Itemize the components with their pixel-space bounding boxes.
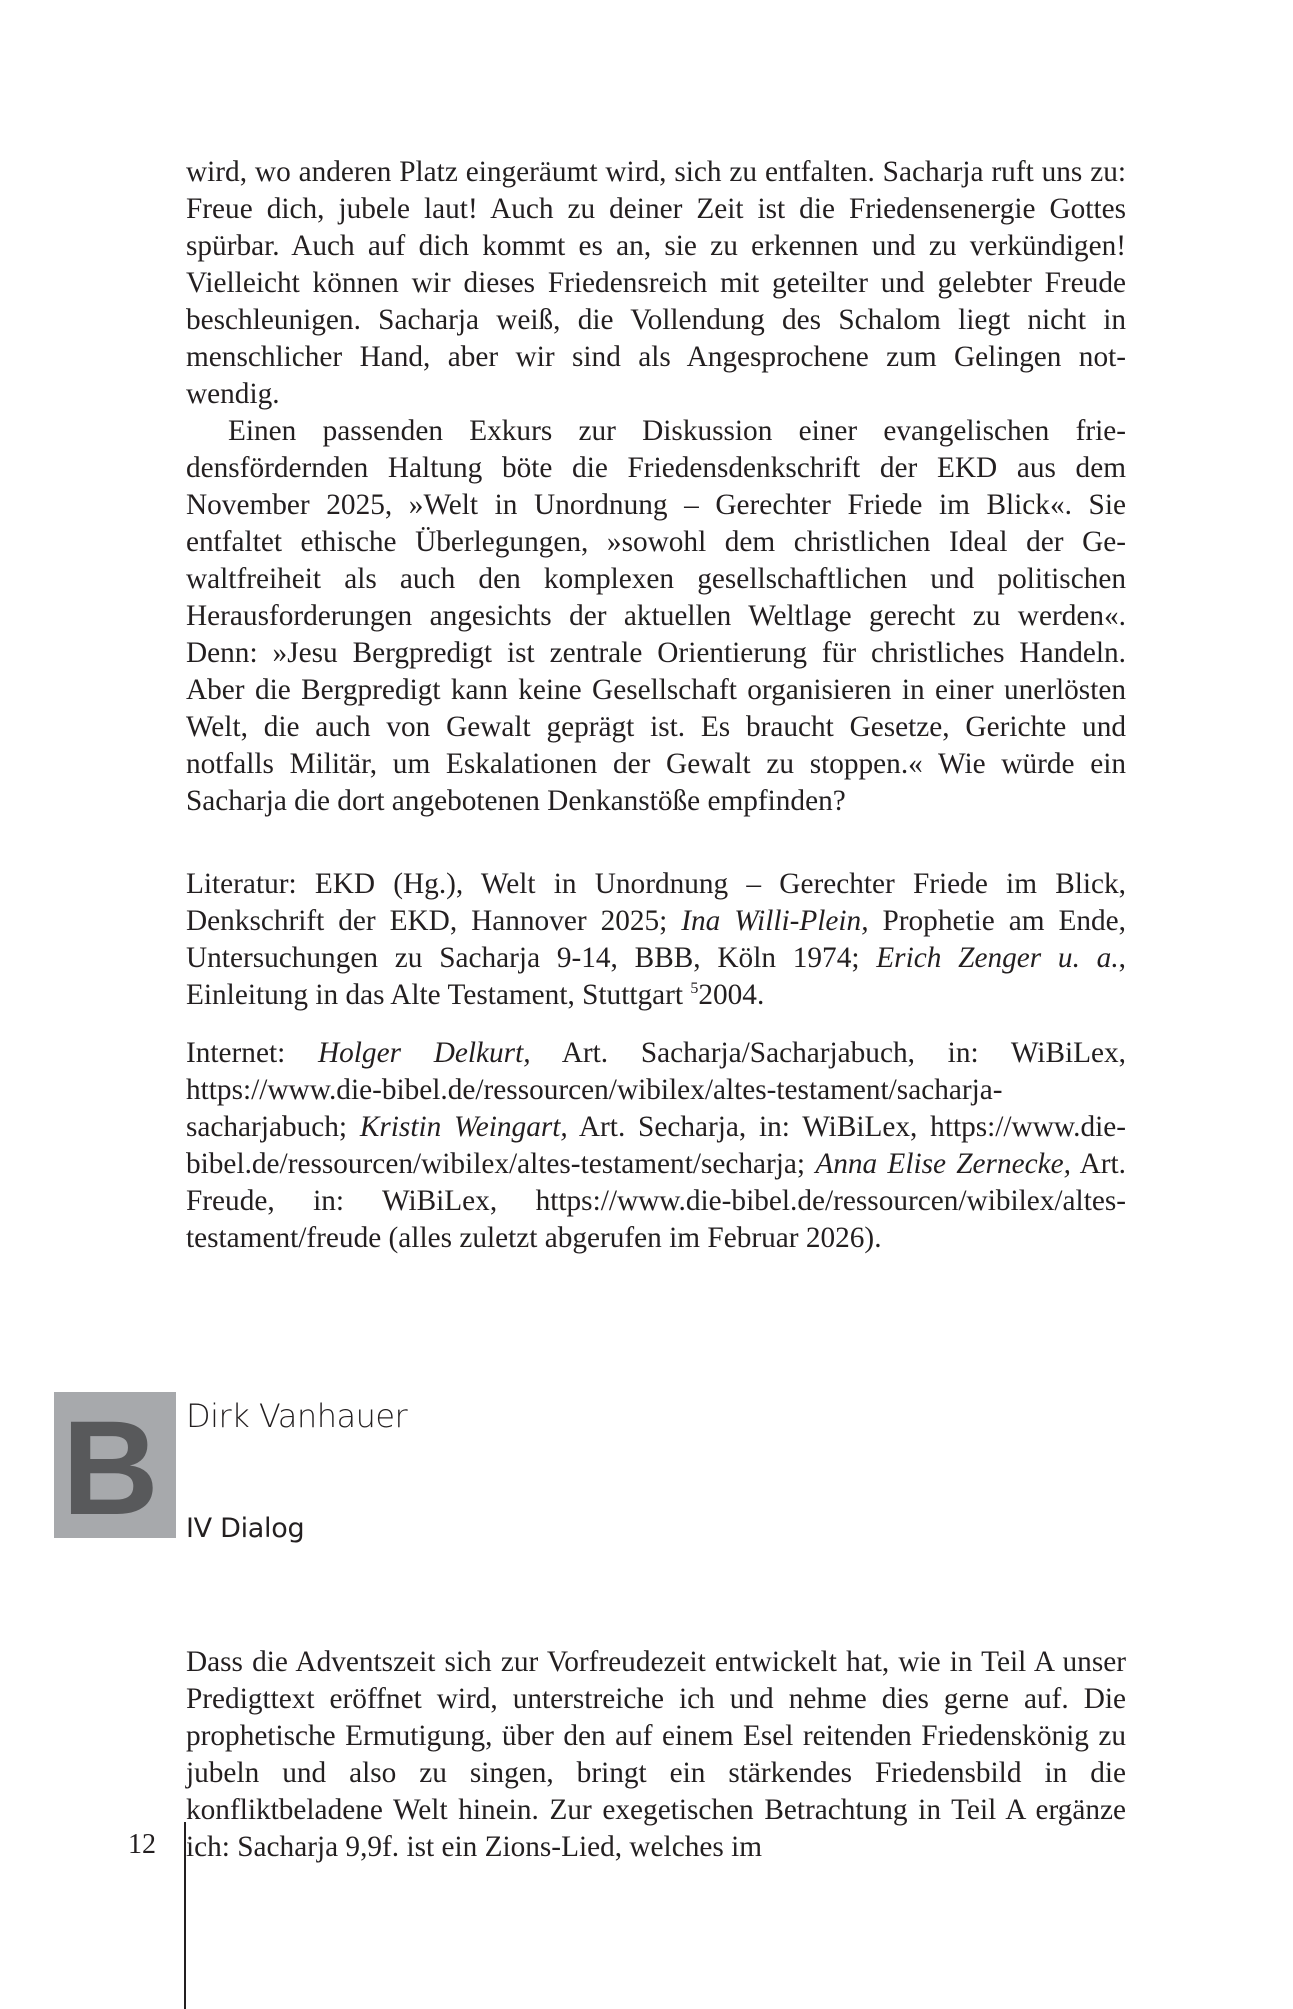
italic-run: Kristin Weingart, — [359, 1111, 568, 1143]
text-run: Literatur: EKD (Hg.), Welt in Unordnung – Gerechter Friede im Blick, Denkschrift der EKD, Hannover 2025; — [186, 868, 1126, 937]
literature-paragraph — [186, 866, 1126, 1014]
section-b-text — [186, 1644, 1126, 1866]
literature-references — [186, 866, 1126, 1014]
text-run: Internet: — [186, 1037, 318, 1069]
superscript: 5 — [690, 980, 699, 997]
text-run: Prophetie am Ende, Untersuchungen zu Sacharja 9-14, BBB, Köln 1974; — [186, 905, 1126, 974]
text-run: 2004. — [698, 979, 765, 1011]
body-paragraph: Dass die Adventszeit sich zur Vorfreudezeit entwickelt hat, wie in Teil A unser Predigttext eröffnet wird, unterstreiche ich und nehme dies gerne auf. Die prophetische Ermutigung, über den auf einem Esel reitenden Friedenskönig zu jubeln und also zu singen, bringt ein stärkendes Friedensbild in die konfliktbeladene Welt hinein. Zur exegetischen Betrachtung in Teil A ergänze ich: Sacharja 9,9f. ist ein Zions-Lied, welches im — [186, 1646, 1126, 1863]
author-name: Dirk Vanhauer — [186, 1397, 408, 1435]
page-number: 12 — [128, 1829, 156, 1860]
text-run: Art. Freude, in: WiBiLex, https://www.die-bibel.de/ressourcen/wibilex/altes-testament/freude (alles zuletzt abgerufen im Februar 2026). — [186, 1148, 1126, 1254]
body-paragraph: wird, wo anderen Platz eingeräumt wird, sich zu entfalten. Sacharja ruft uns zu: Freue dich, jubele laut! Auch zu deiner Zeit ist die Friedensenergie Gottes spürbar. Auch auf dich kommt es an, sie zu erkennen und zu verkündigen! Vielleicht können wir dieses Friedensreich mit geteilter und gelebter Freude beschleunigen. Sacharja weiß, die Vollendung des Schalom liegt nicht in menschlicher Hand, aber wir sind als Angesprochene zum Gelingen not-wendig. — [186, 156, 1126, 410]
italic-run: Ina Willi-Plein, — [681, 905, 869, 937]
italic-run: Holger Delkurt, — [317, 1037, 531, 1069]
section-heading: IV Dialog — [186, 1513, 305, 1544]
italic-run: Erich Zenger u. a. — [876, 942, 1119, 974]
text-run: Art. Sacharja/Sacharjabuch, in: WiBiLex, https://www.die-bibel.de/ressourcen/wibilex/altes-testament/sacharja-​sacharjabuch; — [186, 1037, 1127, 1143]
text-run: Art. Secharja, in: WiBiLex, https://www.​die-bibel.de/ressourcen/wibilex/altes-testament/secharja; — [186, 1111, 1127, 1180]
body-paragraph: Einen passenden Exkurs zur Diskussion einer evangelischen friedensfördernden Haltung böte die Friedensdenkschrift der EKD aus dem November 2025, »Welt in Unordnung – Gerechter Friede im Blick«. Sie entfaltet ethische Überlegungen, »sowohl dem christlichen Ideal der Gewaltfreiheit als auch den komplexen gesellschaftlichen und politischen Herausforderungen angesichts der aktuellen Weltlage gerecht zu werden«. Denn: »Jesu Bergpredigt ist zentrale Orientierung für christliches Handeln. Aber die Bergpredigt kann keine Gesellschaft organisieren in einer unerlösten Welt, die auch von Gewalt geprägt ist. Es braucht Gesetze, Gerichte und notfalls Militär, um Eskalationen der Gewalt zu stoppen.« Wie würde ein Sacharja die dort angebotenen Denkanstöße empfinden? — [186, 415, 1126, 817]
internet-references — [186, 1035, 1126, 1257]
section-badge-letter: B — [62, 1394, 159, 1543]
internet-paragraph — [186, 1035, 1126, 1257]
italic-run: Anna Elise Zernecke, — [815, 1148, 1071, 1180]
section-a-text — [186, 154, 1126, 820]
page-margin-rule — [184, 1822, 186, 2009]
text-run: , Einleitung in das Alte Testament, Stuttgart — [186, 942, 1126, 1011]
